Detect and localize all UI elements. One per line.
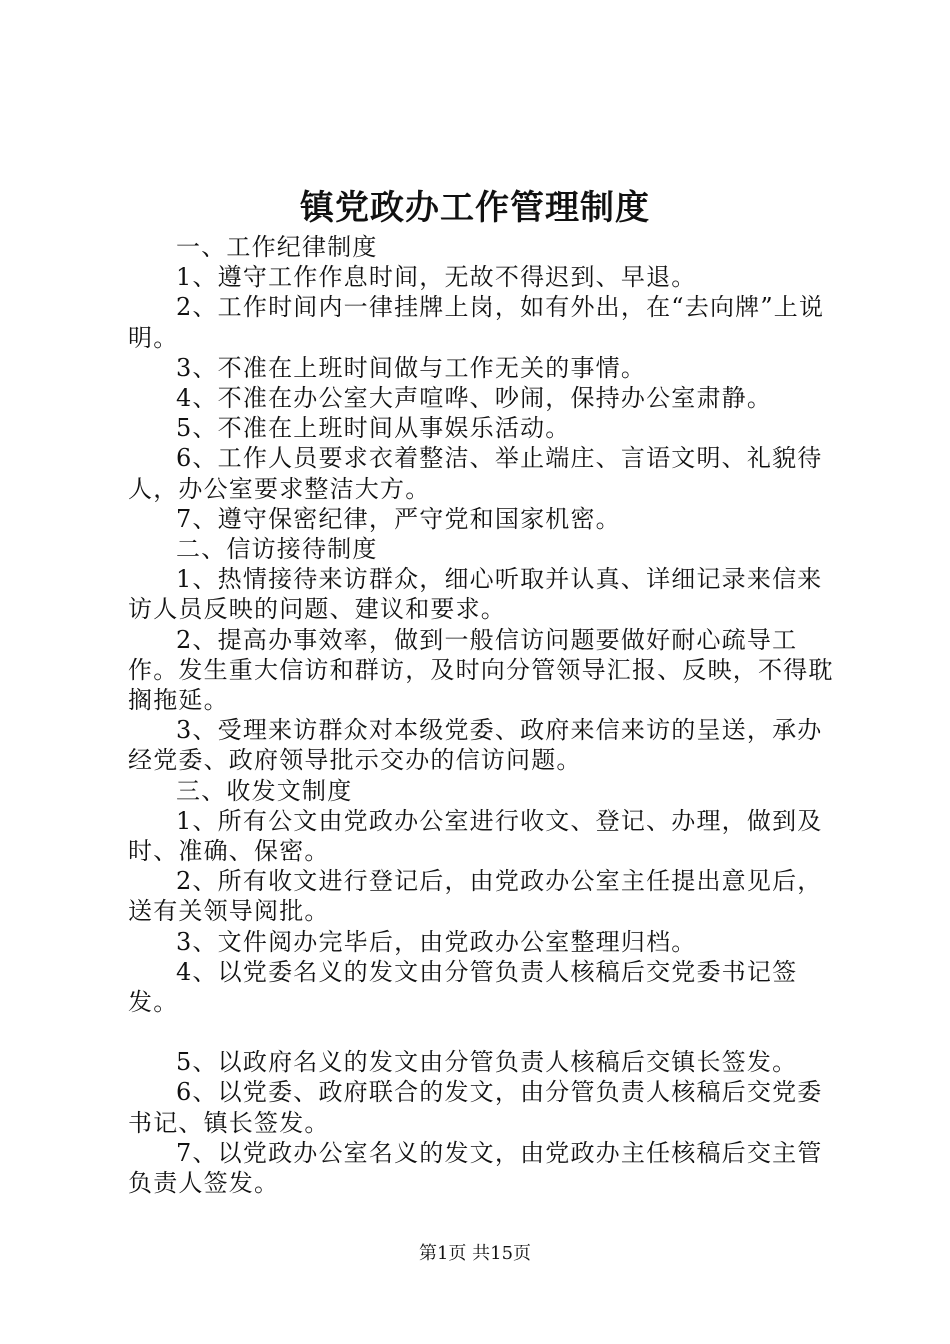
- document-body: [128, 232, 836, 1198]
- paragraph: 7、以党政办公室名义的发文，由党政办主任核稿后交主管负责人签发。: [128, 1138, 823, 1198]
- paragraph: 6、工作人员要求衣着整洁、举止端庄、言语文明、礼貌待人，办公室要求整洁大方。: [128, 444, 823, 503]
- page-number: 第1页 共15页: [418, 1243, 532, 1264]
- paragraph: 3、文件阅办完毕后，由党政办公室整理归档。: [176, 927, 697, 956]
- paragraph: 2、所有收文进行登记后，由党政办公室主任提出意见后，送有关领导阅批。: [128, 867, 823, 926]
- paragraph: 4、不准在办公室大声喧哗、吵闹，保持办公室肃静。: [176, 384, 773, 413]
- paragraph: 5、不准在上班时间从事娱乐活动。: [176, 414, 571, 443]
- paragraph: 1、热情接待来访群众，细心听取并认真、详细记录来信来访人员反映的问题、建议和要求。: [128, 565, 823, 624]
- section-heading: 一、工作纪律制度: [176, 233, 378, 261]
- section-heading: 二、信访接待制度: [176, 535, 378, 564]
- section-heading: 三、收发文制度: [176, 776, 353, 805]
- paragraph: 3、受理来访群众对本级党委、政府来信来访的呈送，承办经党委、政府领导批示交办的信访问题。: [128, 716, 823, 775]
- paragraph: 2、提高办事效率，做到一般信访问题要做好耐心疏导工作。发生重大信访和群访，及时向分管领导汇报、反映，不得耽搁拖延。: [128, 625, 834, 715]
- document-title: 镇党政办工作管理制度: [300, 188, 650, 228]
- paragraph: 4、以党委名义的发文由分管负责人核稿后交党委书记签发。: [128, 957, 798, 1017]
- paragraph: 6、以党委、政府联合的发文，由分管负责人核稿后交党委书记、镇长签发。: [128, 1078, 823, 1137]
- paragraph: 5、以政府名义的发文由分管负责人核稿后交镇长签发。: [176, 1048, 798, 1077]
- paragraph: 1、所有公文由党政办公室进行收文、登记、办理，做到及时、准确、保密。: [128, 806, 823, 866]
- paragraph: 1、遵守工作作息时间，无故不得迟到、早退。: [176, 263, 697, 292]
- paragraph: 7、遵守保密纪律，严守党和国家机密。: [176, 504, 621, 533]
- paragraph: 2、工作时间内一律挂牌上岗，如有外出，在“去向牌”上说明。: [128, 293, 825, 352]
- paragraph: 3、不准在上班时间做与工作无关的事情。: [176, 353, 647, 382]
